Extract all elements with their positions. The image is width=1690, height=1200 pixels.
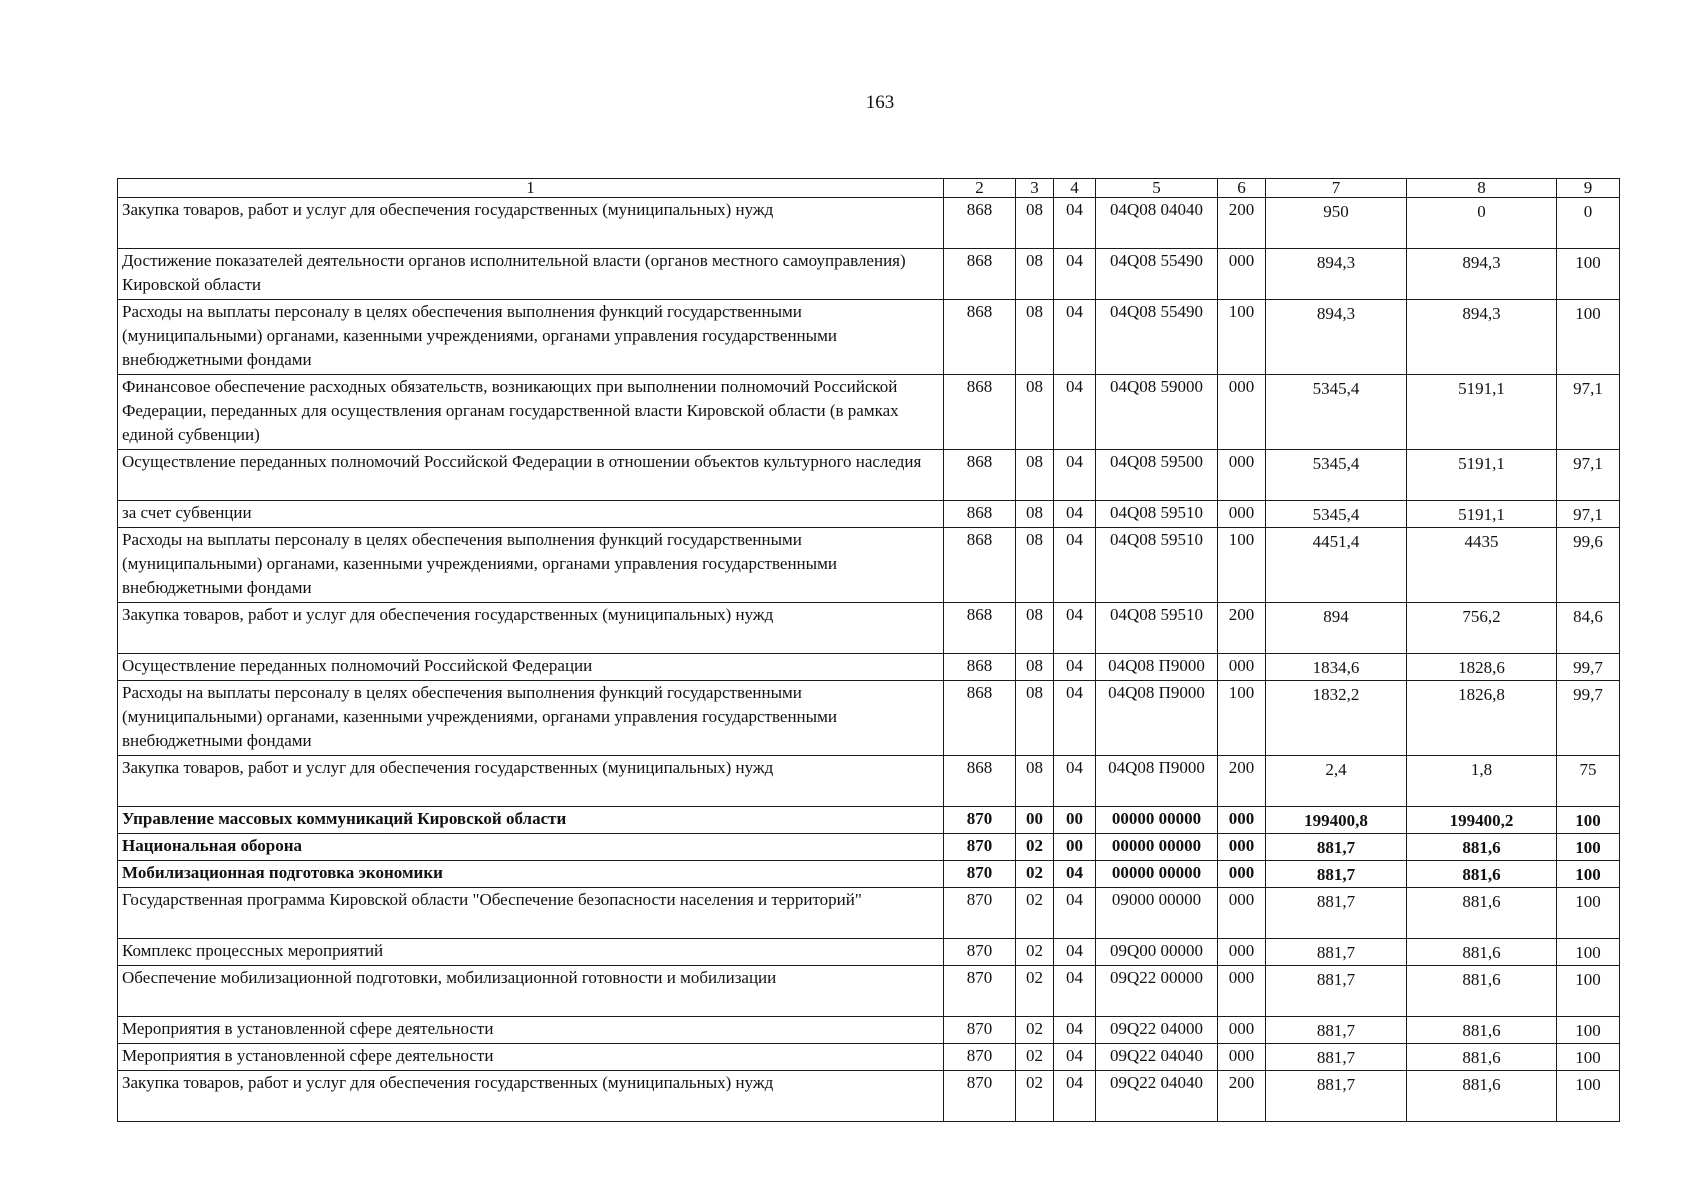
table-row xyxy=(118,654,1620,681)
ministry-code-cell: 870 xyxy=(944,1017,1016,1044)
expense-type-cell: 200 xyxy=(1218,198,1266,249)
table-row xyxy=(118,834,1620,861)
header-col-8: 8 xyxy=(1407,179,1557,198)
subsection-code-cell: 04 xyxy=(1054,501,1096,528)
ministry-code-cell: 870 xyxy=(944,807,1016,834)
expense-type-cell: 000 xyxy=(1218,1044,1266,1071)
header-col-5: 5 xyxy=(1096,179,1218,198)
subsection-code-cell: 04 xyxy=(1054,654,1096,681)
ministry-code-cell: 868 xyxy=(944,375,1016,450)
ministry-code-cell: 870 xyxy=(944,966,1016,1017)
item-name-cell: Национальная оборона xyxy=(118,834,944,861)
expense-type-cell: 100 xyxy=(1218,528,1266,603)
section-code-cell: 08 xyxy=(1016,681,1054,756)
table-row xyxy=(118,501,1620,528)
expense-type-cell: 000 xyxy=(1218,966,1266,1017)
subsection-code-cell: 04 xyxy=(1054,1044,1096,1071)
expense-type-cell: 000 xyxy=(1218,1017,1266,1044)
item-name-cell: Закупка товаров, работ и услуг для обеспечения государственных (муниципальных) нужд xyxy=(118,756,944,807)
item-name-cell: Мероприятия в установленной сфере деятельности xyxy=(118,1017,944,1044)
ministry-code-cell: 868 xyxy=(944,654,1016,681)
actual-amount-cell: 881,6 xyxy=(1407,1071,1557,1122)
target-article-cell: 04Q08 59000 xyxy=(1096,375,1218,450)
actual-amount-cell: 881,6 xyxy=(1407,861,1557,888)
actual-amount-cell: 5191,1 xyxy=(1407,450,1557,501)
item-name-cell: Осуществление переданных полномочий Российской Федерации xyxy=(118,654,944,681)
execution-percent-cell: 100 xyxy=(1557,1071,1620,1122)
planned-amount-cell: 881,7 xyxy=(1266,1044,1407,1071)
execution-percent-cell: 97,1 xyxy=(1557,375,1620,450)
execution-percent-cell: 99,7 xyxy=(1557,654,1620,681)
ministry-code-cell: 868 xyxy=(944,198,1016,249)
execution-percent-cell: 100 xyxy=(1557,834,1620,861)
section-code-cell: 08 xyxy=(1016,198,1054,249)
table-row xyxy=(118,1017,1620,1044)
execution-percent-cell: 100 xyxy=(1557,939,1620,966)
planned-amount-cell: 894 xyxy=(1266,603,1407,654)
section-code-cell: 02 xyxy=(1016,888,1054,939)
execution-percent-cell: 100 xyxy=(1557,249,1620,300)
item-name-cell: Осуществление переданных полномочий Российской Федерации в отношении объектов культурного наследия xyxy=(118,450,944,501)
table-row xyxy=(118,375,1620,450)
target-article-cell: 04Q08 55490 xyxy=(1096,249,1218,300)
target-article-cell: 04Q08 П9000 xyxy=(1096,756,1218,807)
item-name-cell: Закупка товаров, работ и услуг для обеспечения государственных (муниципальных) нужд xyxy=(118,603,944,654)
item-name-cell: Достижение показателей деятельности органов исполнительной власти (органов местного самоуправления) Кировской области xyxy=(118,249,944,300)
table-row xyxy=(118,1044,1620,1071)
actual-amount-cell: 1826,8 xyxy=(1407,681,1557,756)
table-row xyxy=(118,888,1620,939)
planned-amount-cell: 881,7 xyxy=(1266,861,1407,888)
ministry-code-cell: 868 xyxy=(944,756,1016,807)
table-row xyxy=(118,249,1620,300)
actual-amount-cell: 881,6 xyxy=(1407,966,1557,1017)
actual-amount-cell: 881,6 xyxy=(1407,834,1557,861)
planned-amount-cell: 881,7 xyxy=(1266,966,1407,1017)
item-name-cell: Закупка товаров, работ и услуг для обеспечения государственных (муниципальных) нужд xyxy=(118,1071,944,1122)
item-name-cell: Государственная программа Кировской области "Обеспечение безопасности населения и территорий" xyxy=(118,888,944,939)
actual-amount-cell: 0 xyxy=(1407,198,1557,249)
expense-type-cell: 000 xyxy=(1218,249,1266,300)
header-col-2: 2 xyxy=(944,179,1016,198)
subsection-code-cell: 04 xyxy=(1054,375,1096,450)
budget-table xyxy=(117,178,1620,1122)
header-col-3: 3 xyxy=(1016,179,1054,198)
section-code-cell: 08 xyxy=(1016,603,1054,654)
subsection-code-cell: 04 xyxy=(1054,300,1096,375)
expense-type-cell: 000 xyxy=(1218,501,1266,528)
subsection-code-cell: 04 xyxy=(1054,528,1096,603)
planned-amount-cell: 5345,4 xyxy=(1266,375,1407,450)
ministry-code-cell: 868 xyxy=(944,528,1016,603)
target-article-cell: 04Q08 59510 xyxy=(1096,528,1218,603)
subsection-code-cell: 04 xyxy=(1054,966,1096,1017)
table-row xyxy=(118,603,1620,654)
ministry-code-cell: 870 xyxy=(944,1071,1016,1122)
target-article-cell: 04Q08 55490 xyxy=(1096,300,1218,375)
execution-percent-cell: 99,7 xyxy=(1557,681,1620,756)
section-code-cell: 02 xyxy=(1016,861,1054,888)
target-article-cell: 04Q08 04040 xyxy=(1096,198,1218,249)
execution-percent-cell: 97,1 xyxy=(1557,501,1620,528)
expense-type-cell: 000 xyxy=(1218,654,1266,681)
table-row xyxy=(118,198,1620,249)
planned-amount-cell: 5345,4 xyxy=(1266,501,1407,528)
item-name-cell: Мобилизационная подготовка экономики xyxy=(118,861,944,888)
header-col-7: 7 xyxy=(1266,179,1407,198)
actual-amount-cell: 894,3 xyxy=(1407,300,1557,375)
item-name-cell: за счет субвенции xyxy=(118,501,944,528)
actual-amount-cell: 881,6 xyxy=(1407,1044,1557,1071)
subsection-code-cell: 04 xyxy=(1054,603,1096,654)
table-body xyxy=(118,198,1620,1122)
subsection-code-cell: 00 xyxy=(1054,834,1096,861)
planned-amount-cell: 199400,8 xyxy=(1266,807,1407,834)
execution-percent-cell: 100 xyxy=(1557,300,1620,375)
target-article-cell: 09Q22 00000 xyxy=(1096,966,1218,1017)
actual-amount-cell: 881,6 xyxy=(1407,939,1557,966)
section-code-cell: 08 xyxy=(1016,300,1054,375)
item-name-cell: Расходы на выплаты персоналу в целях обеспечения выполнения функций государственными (муниципальными) органами, казенными учреждениями, органами управления государственными внебюджетными фондами xyxy=(118,528,944,603)
expense-type-cell: 200 xyxy=(1218,756,1266,807)
subsection-code-cell: 04 xyxy=(1054,198,1096,249)
section-code-cell: 08 xyxy=(1016,450,1054,501)
actual-amount-cell: 5191,1 xyxy=(1407,375,1557,450)
execution-percent-cell: 100 xyxy=(1557,1017,1620,1044)
page-number: 163 xyxy=(865,92,895,113)
ministry-code-cell: 870 xyxy=(944,861,1016,888)
target-article-cell: 09Q22 04040 xyxy=(1096,1071,1218,1122)
expense-type-cell: 000 xyxy=(1218,450,1266,501)
planned-amount-cell: 881,7 xyxy=(1266,1071,1407,1122)
section-code-cell: 08 xyxy=(1016,249,1054,300)
expense-type-cell: 000 xyxy=(1218,807,1266,834)
section-code-cell: 02 xyxy=(1016,1017,1054,1044)
target-article-cell: 09Q22 04040 xyxy=(1096,1044,1218,1071)
table-row xyxy=(118,939,1620,966)
target-article-cell: 04Q08 П9000 xyxy=(1096,654,1218,681)
subsection-code-cell: 04 xyxy=(1054,1071,1096,1122)
execution-percent-cell: 99,6 xyxy=(1557,528,1620,603)
ministry-code-cell: 868 xyxy=(944,681,1016,756)
expense-type-cell: 200 xyxy=(1218,603,1266,654)
actual-amount-cell: 881,6 xyxy=(1407,1017,1557,1044)
planned-amount-cell: 5345,4 xyxy=(1266,450,1407,501)
subsection-code-cell: 04 xyxy=(1054,888,1096,939)
planned-amount-cell: 1832,2 xyxy=(1266,681,1407,756)
target-article-cell: 04Q08 59500 xyxy=(1096,450,1218,501)
planned-amount-cell: 1834,6 xyxy=(1266,654,1407,681)
section-code-cell: 02 xyxy=(1016,966,1054,1017)
execution-percent-cell: 0 xyxy=(1557,198,1620,249)
target-article-cell: 04Q08 59510 xyxy=(1096,501,1218,528)
subsection-code-cell: 04 xyxy=(1054,861,1096,888)
subsection-code-cell: 04 xyxy=(1054,681,1096,756)
table-row xyxy=(118,681,1620,756)
header-col-9: 9 xyxy=(1557,179,1620,198)
execution-percent-cell: 100 xyxy=(1557,888,1620,939)
item-name-cell: Комплекс процессных мероприятий xyxy=(118,939,944,966)
ministry-code-cell: 870 xyxy=(944,834,1016,861)
ministry-code-cell: 870 xyxy=(944,1044,1016,1071)
subsection-code-cell: 04 xyxy=(1054,1017,1096,1044)
actual-amount-cell: 881,6 xyxy=(1407,888,1557,939)
table-row xyxy=(118,966,1620,1017)
section-code-cell: 08 xyxy=(1016,375,1054,450)
target-article-cell: 00000 00000 xyxy=(1096,834,1218,861)
header-row xyxy=(118,179,1620,198)
section-code-cell: 00 xyxy=(1016,807,1054,834)
header-col-4: 4 xyxy=(1054,179,1096,198)
item-name-cell: Расходы на выплаты персоналу в целях обеспечения выполнения функций государственными (муниципальными) органами, казенными учреждениями, органами управления государственными внебюджетными фондами xyxy=(118,300,944,375)
actual-amount-cell: 1,8 xyxy=(1407,756,1557,807)
expense-type-cell: 000 xyxy=(1218,861,1266,888)
planned-amount-cell: 881,7 xyxy=(1266,1017,1407,1044)
target-article-cell: 04Q08 П9000 xyxy=(1096,681,1218,756)
item-name-cell: Обеспечение мобилизационной подготовки, мобилизационной готовности и мобилизации xyxy=(118,966,944,1017)
planned-amount-cell: 894,3 xyxy=(1266,300,1407,375)
planned-amount-cell: 881,7 xyxy=(1266,888,1407,939)
section-code-cell: 08 xyxy=(1016,528,1054,603)
actual-amount-cell: 199400,2 xyxy=(1407,807,1557,834)
header-col-6: 6 xyxy=(1218,179,1266,198)
section-code-cell: 08 xyxy=(1016,501,1054,528)
item-name-cell: Управление массовых коммуникаций Кировской области xyxy=(118,807,944,834)
planned-amount-cell: 2,4 xyxy=(1266,756,1407,807)
planned-amount-cell: 881,7 xyxy=(1266,834,1407,861)
execution-percent-cell: 100 xyxy=(1557,1044,1620,1071)
target-article-cell: 00000 00000 xyxy=(1096,861,1218,888)
subsection-code-cell: 04 xyxy=(1054,756,1096,807)
expense-type-cell: 000 xyxy=(1218,834,1266,861)
target-article-cell: 04Q08 59510 xyxy=(1096,603,1218,654)
actual-amount-cell: 5191,1 xyxy=(1407,501,1557,528)
execution-percent-cell: 97,1 xyxy=(1557,450,1620,501)
section-code-cell: 02 xyxy=(1016,1044,1054,1071)
expense-type-cell: 200 xyxy=(1218,1071,1266,1122)
execution-percent-cell: 84,6 xyxy=(1557,603,1620,654)
actual-amount-cell: 756,2 xyxy=(1407,603,1557,654)
subsection-code-cell: 00 xyxy=(1054,807,1096,834)
item-name-cell: Закупка товаров, работ и услуг для обеспечения государственных (муниципальных) нужд xyxy=(118,198,944,249)
target-article-cell: 00000 00000 xyxy=(1096,807,1218,834)
section-code-cell: 02 xyxy=(1016,834,1054,861)
execution-percent-cell: 100 xyxy=(1557,807,1620,834)
header-col-1: 1 xyxy=(118,179,944,198)
table-row xyxy=(118,756,1620,807)
ministry-code-cell: 868 xyxy=(944,603,1016,654)
target-article-cell: 09Q00 00000 xyxy=(1096,939,1218,966)
ministry-code-cell: 868 xyxy=(944,249,1016,300)
actual-amount-cell: 1828,6 xyxy=(1407,654,1557,681)
subsection-code-cell: 04 xyxy=(1054,450,1096,501)
table-row xyxy=(118,300,1620,375)
table-row xyxy=(118,528,1620,603)
planned-amount-cell: 950 xyxy=(1266,198,1407,249)
actual-amount-cell: 894,3 xyxy=(1407,249,1557,300)
table-row xyxy=(118,450,1620,501)
target-article-cell: 09000 00000 xyxy=(1096,888,1218,939)
expense-type-cell: 000 xyxy=(1218,375,1266,450)
expense-type-cell: 100 xyxy=(1218,300,1266,375)
section-code-cell: 08 xyxy=(1016,756,1054,807)
execution-percent-cell: 100 xyxy=(1557,861,1620,888)
ministry-code-cell: 870 xyxy=(944,939,1016,966)
section-code-cell: 02 xyxy=(1016,1071,1054,1122)
execution-percent-cell: 75 xyxy=(1557,756,1620,807)
subsection-code-cell: 04 xyxy=(1054,249,1096,300)
ministry-code-cell: 870 xyxy=(944,888,1016,939)
target-article-cell: 09Q22 04000 xyxy=(1096,1017,1218,1044)
expense-type-cell: 100 xyxy=(1218,681,1266,756)
item-name-cell: Расходы на выплаты персоналу в целях обеспечения выполнения функций государственными (муниципальными) органами, казенными учреждениями, органами управления государственными внебюджетными фондами xyxy=(118,681,944,756)
actual-amount-cell: 4435 xyxy=(1407,528,1557,603)
planned-amount-cell: 894,3 xyxy=(1266,249,1407,300)
planned-amount-cell: 4451,4 xyxy=(1266,528,1407,603)
expense-type-cell: 000 xyxy=(1218,888,1266,939)
ministry-code-cell: 868 xyxy=(944,501,1016,528)
ministry-code-cell: 868 xyxy=(944,450,1016,501)
item-name-cell: Мероприятия в установленной сфере деятельности xyxy=(118,1044,944,1071)
section-code-cell: 08 xyxy=(1016,654,1054,681)
subsection-code-cell: 04 xyxy=(1054,939,1096,966)
table-row xyxy=(118,861,1620,888)
execution-percent-cell: 100 xyxy=(1557,966,1620,1017)
ministry-code-cell: 868 xyxy=(944,300,1016,375)
item-name-cell: Финансовое обеспечение расходных обязательств, возникающих при выполнении полномочий Российской Федерации, переданных для осуществления органам государственной власти Кировской области (в рамках единой субвенции) xyxy=(118,375,944,450)
planned-amount-cell: 881,7 xyxy=(1266,939,1407,966)
expense-type-cell: 000 xyxy=(1218,939,1266,966)
section-code-cell: 02 xyxy=(1016,939,1054,966)
table-row xyxy=(118,807,1620,834)
table-row xyxy=(118,1071,1620,1122)
